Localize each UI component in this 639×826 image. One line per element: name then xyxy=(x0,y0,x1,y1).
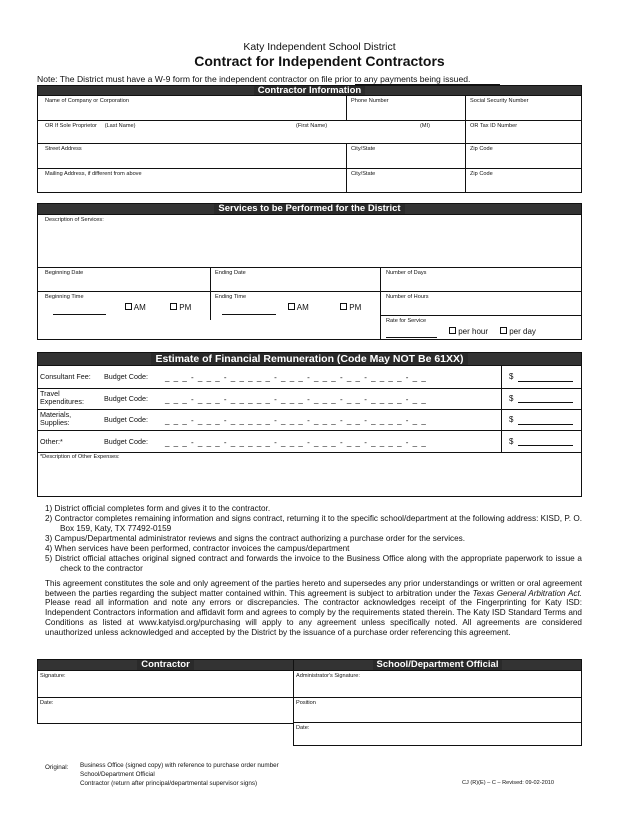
position-field[interactable]: Position xyxy=(296,700,316,706)
budget-code-input[interactable]: _ _ _ - _ _ _ - _ _ _ _ _ - _ _ _ - _ _ _ - _ _ - _ _ _ _ - _ _ xyxy=(165,373,427,382)
contractor-info-box xyxy=(37,95,582,193)
city-state-field[interactable]: City/State xyxy=(351,146,376,152)
phone-field[interactable]: Phone Number xyxy=(351,98,389,104)
rate-input[interactable] xyxy=(386,337,437,338)
checkbox-icon[interactable] xyxy=(125,303,132,310)
mailing-zip-field[interactable]: Zip Code xyxy=(470,171,493,177)
services-bar: Services to be Performed for the District xyxy=(37,203,582,215)
ending-time-label: Ending Time xyxy=(215,294,247,300)
checkbox-icon[interactable] xyxy=(500,327,507,334)
number-of-hours-field[interactable]: Number of Hours xyxy=(386,294,429,300)
ending-time-input[interactable] xyxy=(222,314,276,315)
other-expenses-description-field[interactable]: *Description of Other Expenses: xyxy=(40,454,120,460)
consultant-fee-label: Consultant Fee: xyxy=(40,372,91,381)
checkbox-icon[interactable] xyxy=(449,327,456,334)
beginning-am-option[interactable]: AM xyxy=(125,303,146,312)
beginning-time-input[interactable] xyxy=(53,314,106,315)
other-amount-input[interactable] xyxy=(518,445,573,446)
district-name: Katy Independent School District xyxy=(243,41,396,53)
budget-code-label: Budget Code: xyxy=(104,437,148,446)
budget-code-input[interactable]: _ _ _ - _ _ _ - _ _ _ _ _ - _ _ _ - _ _ _ - _ _ - _ _ _ _ - _ _ xyxy=(165,438,427,447)
budget-code-input[interactable]: _ _ _ - _ _ _ - _ _ _ _ _ - _ _ _ - _ _ _ - _ _ - _ _ _ _ - _ _ xyxy=(165,416,427,425)
ending-am-option[interactable]: AM xyxy=(288,303,309,312)
street-address-field[interactable]: Street Address xyxy=(45,146,82,152)
footer-line-1: Business Office (signed copy) with reference to purchase order number xyxy=(80,762,279,769)
tax-id-field[interactable]: OR Tax ID Number xyxy=(470,123,518,129)
beginning-pm-option[interactable]: PM xyxy=(170,303,191,312)
per-hour-option[interactable]: per hour xyxy=(449,327,488,336)
first-name-field[interactable]: (First Name) xyxy=(296,123,328,129)
contractor-bar: Contractor xyxy=(37,659,294,671)
travel-amount-input[interactable] xyxy=(518,402,573,403)
remuneration-bar: Estimate of Financial Remuneration (Code May NOT Be 61XX) xyxy=(37,352,582,366)
materials-amount-input[interactable] xyxy=(518,424,573,425)
mailing-address-field[interactable]: Mailing Address, if different from above xyxy=(45,171,142,177)
number-of-days-field[interactable]: Number of Days xyxy=(386,270,427,276)
administrator-signature-field[interactable]: Administrator's Signature: xyxy=(296,673,360,679)
contractor-info-bar: Contractor Information xyxy=(37,85,582,96)
beginning-time-label: Beginning Time xyxy=(45,294,84,300)
dollar-sign: $ xyxy=(509,437,514,446)
zip-code-field[interactable]: Zip Code xyxy=(470,146,493,152)
dollar-sign: $ xyxy=(509,394,514,403)
budget-code-label: Budget Code: xyxy=(104,372,148,381)
checkbox-icon[interactable] xyxy=(340,303,347,310)
original-label: Original: xyxy=(45,764,69,771)
mi-field[interactable]: (MI) xyxy=(420,123,430,129)
instruction-5: 5) District official attaches original signed contract and forwards the invoice to the Business Office along with the appropriate paperwork to issue a check to the contractor xyxy=(45,554,582,573)
agreement-paragraph: This agreement constitutes the sole and only agreement of the parties hereto and supersedes any prior understandings or written or oral agreement between the parties regarding the subject matter contained within. This agreement is subject to arbitration under the Texas General Arbitration Act. Please read all information and note any errors or discrepancies. The contractor acknowledges receipt of the Fingerprinting for Katy ISD: Independent Contractors information and affidavit form and agrees to comply by the requirements stated therein. The Katy ISD Standard Terms and Conditions as listed at www.katyisd.org/purchasing will apply to any agreement unless specifically noted. All agreements are considered unauthorized unless acknowledged and accepted by the District by the issuance of a purchase order referencing this agreement. xyxy=(45,579,582,637)
instruction-4: 4) When services have been performed, contractor invoices the campus/department xyxy=(45,544,350,553)
checkbox-icon[interactable] xyxy=(288,303,295,310)
company-name-field[interactable]: Name of Company or Corporation xyxy=(45,98,129,104)
ssn-field[interactable]: Social Security Number xyxy=(470,98,529,104)
beginning-date-field[interactable]: Beginning Date xyxy=(45,270,84,276)
dollar-sign: $ xyxy=(509,415,514,424)
instruction-1: 1) District official completes form and gives it to the contractor. xyxy=(45,504,271,513)
official-sign-box xyxy=(293,670,582,746)
contractor-date-field[interactable]: Date: xyxy=(40,700,54,706)
contractor-signature-field[interactable]: Signature: xyxy=(40,673,66,679)
ending-date-field[interactable]: Ending Date xyxy=(215,270,246,276)
page-title: Contract for Independent Contractors xyxy=(194,53,445,69)
mailing-city-state-field[interactable]: City/State xyxy=(351,171,376,177)
rate-for-service-label: Rate for Service xyxy=(386,318,427,324)
per-day-option[interactable]: per day xyxy=(500,327,536,336)
checkbox-icon[interactable] xyxy=(170,303,177,310)
footer-line-2: School/Department Official xyxy=(80,771,155,778)
form-id: CJ (R)(E) – C – Revised: 09-02-2010 xyxy=(462,780,555,786)
w9-note: Note: The District must have a W-9 form for the independent contractor on file prior to any payments being issued. xyxy=(37,74,471,84)
dollar-sign: $ xyxy=(509,372,514,381)
school-official-bar: School/Department Official xyxy=(293,659,582,671)
consultant-fee-amount-input[interactable] xyxy=(518,381,573,382)
arbitration-act: Texas General Arbitration Act. xyxy=(472,588,582,598)
description-of-services-field[interactable]: Description of Services: xyxy=(45,217,104,223)
instruction-3: 3) Campus/Departmental administrator reviews and signs the contract authorizing a purchase order for the services. xyxy=(45,534,466,543)
budget-code-label: Budget Code: xyxy=(104,415,148,424)
other-label: Other:* xyxy=(40,437,63,446)
ending-pm-option[interactable]: PM xyxy=(340,303,361,312)
footer-line-3: Contractor (return after principal/departmental supervisor signs) xyxy=(80,780,258,787)
budget-code-label: Budget Code: xyxy=(104,394,148,403)
last-name-field[interactable]: OR If Sole Proprietor (Last Name) xyxy=(45,123,136,129)
materials-supplies-label: Materials, Supplies: xyxy=(40,410,72,427)
official-date-field[interactable]: Date: xyxy=(296,725,310,731)
budget-code-input[interactable]: _ _ _ - _ _ _ - _ _ _ _ _ - _ _ _ - _ _ _ - _ _ - _ _ _ _ - _ _ xyxy=(165,395,427,404)
services-box xyxy=(37,214,582,340)
instruction-2: 2) Contractor completes remaining information and signs contract, returning it to the specific school/department at the following address: KISD, P. O. Box 159, Katy, TX 77492-0159 xyxy=(45,514,582,533)
travel-expenditures-label: Travel Expenditures: xyxy=(40,389,84,406)
